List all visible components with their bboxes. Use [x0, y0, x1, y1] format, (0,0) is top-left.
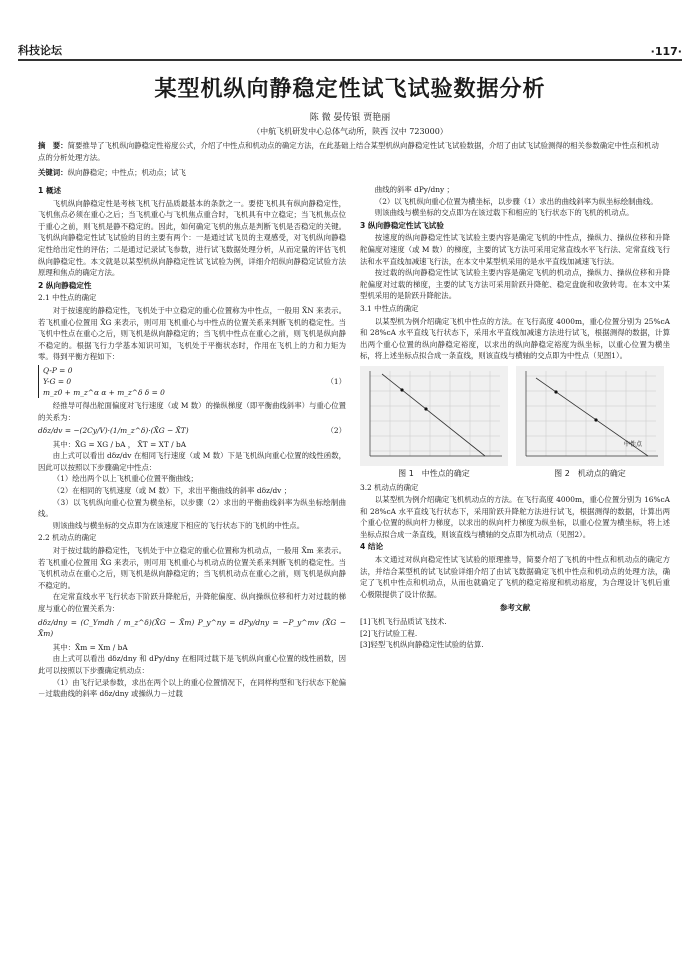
list-item: （2）以飞机纵向重心位置为横坐标，以步骤（1）求出的曲线斜率为纵坐标绘制曲线。	[374, 196, 658, 206]
figure-1-caption: 图 1 中性点的确定	[398, 468, 470, 478]
subsection-heading: 3.2 机动点的确定	[360, 482, 419, 492]
keywords-label: 关键词：	[38, 168, 68, 177]
figure-2-plot	[516, 366, 664, 466]
header-rule	[18, 59, 682, 61]
paragraph: 则该曲线与横坐标的交点即为在该过载下和相应的飞行状态下的飞机的机动点。	[374, 208, 634, 218]
paragraph: 对于按速度的静稳定性，飞机处于中立稳定的重心位置称为中性点，一般用 X̄N 来表示。若飞机重心位置用 X̄G 来表示，则可用飞机重心与中性点的位置关系来判断飞机的稳定性。当飞机中性点在重心之后，则飞机是纵向静稳定的；当飞机中性点在重心之前，则飞机是纵向静不稳定的。根据飞行力学基本知识可知，飞机处于平衡状态时，作用在飞机上的力和力矩为零。得到平衡方程如下：	[38, 305, 346, 362]
fit-line	[382, 374, 485, 456]
equation-line: m_z0 + m_z^α α + m_z^δ δ = 0	[43, 387, 165, 397]
equation-system	[38, 365, 165, 398]
keywords-text: 纵向静稳定；中性点；机动点；试飞	[67, 168, 186, 177]
data-point	[594, 418, 597, 421]
paragraph: 按过载的纵向静稳定性试飞试验主要内容是确定飞机的机动点，操纵力、操纵位移和升降舵偏度对过载的梯度，主要的试飞方法可采用阶跃升降舵、稳定盘旋和收敛转弯。在本文中某型机采用的是阶跃升降舵法。	[360, 268, 670, 301]
list-item: （1）由飞行记录参数，求出在两个以上的重心位置情况下，在同样构型和飞行状态下舵偏－过载曲线的斜率 dδz/dny 或操纵力－过载	[38, 677, 346, 699]
figure-1	[360, 366, 508, 480]
equation-line: Q-P = 0	[43, 365, 73, 375]
list-item: （3）以飞机纵向重心位置为横坐标，以步骤（2）求出的平衡曲线斜率为纵坐标绘制曲线。	[38, 497, 346, 519]
paragraph: 飞机纵向静稳定性是考核飞机飞行品质最基本的条款之一。要使飞机具有纵向静稳定性，飞机焦点必须在重心之后；当飞机重心与飞机焦点重合时，飞机具有中立稳定；当飞机焦点位于重心之前，则飞机是静不稳定的。因此，如何确定飞机的焦点是判断飞机是否稳定的关键。飞机纵向静稳定性试飞试验的目的主要有两个：一是通过试飞员的主观感受，对飞机纵向静稳定性给出定性的评估；二是通过记录试飞参数，进行试飞数据处理分析，从而定量的评估飞机纵向静稳定性。本文就是以某型机纵向静稳定性试飞试验为例，详细介绍纵向静稳定试验方法原理和焦点的确定方法。	[38, 198, 346, 278]
data-point	[424, 407, 427, 410]
figure-1-plot	[360, 366, 508, 466]
equation-number: （2）	[326, 426, 346, 436]
section-heading: 2 纵向静稳定性	[38, 280, 92, 290]
paragraph: 则该曲线与横坐标的交点即为在该速度下相应的飞行状态下的飞机的中性点。	[52, 520, 305, 530]
figure-2-label: 中性点	[624, 440, 643, 448]
equation-1	[38, 365, 346, 398]
abstract	[38, 140, 662, 164]
page-number: ·117·	[650, 45, 682, 58]
article-title: 某型机纵向静稳定性试飞试验数据分析	[154, 77, 546, 102]
left-column	[38, 184, 346, 700]
abstract-text: 简要推导了飞机纵向静稳定性裕度公式，介绍了中性点和机动点的确定方法，在此基础上结合某型机纵向静稳定性试飞试验数据，介绍了由试飞试验测得的相关参数确定中性点和机动点的分析处理方法。	[38, 141, 659, 162]
paragraph: 对于按过载的静稳定性，飞机处于中立稳定的重心位置称为机动点，一般用 X̄m 来表示。若飞机重心位置用 X̄G 来表示，则可用飞机重心与机动点的位置关系来判断飞机的稳定性。当飞机机动点在重心之后，则飞机是纵向静稳定的；当飞机机动点在重心之前，则飞机是纵向静不稳定的。	[38, 546, 346, 590]
paragraph: 经推导可得出舵面偏度对飞行速度（或 M 数）的操纵梯度（即平衡曲线斜率）与重心位置的关系为：	[38, 400, 346, 422]
data-point	[400, 388, 403, 391]
data-point	[554, 390, 557, 393]
paragraph: 本文通过对纵向稳定性试飞试验的原理推导，简要介绍了飞机的中性点和机动点的确定方法，并结合某型机的试飞试验详细介绍了由试飞数据确定飞机中性点和机动点的处理方法，确定了飞机中性点和机动点，从而也就确定了飞机的稳定裕度和机动裕度，为合理设计飞机后重心极限提供了设计依据。	[360, 555, 670, 599]
figure-2	[516, 366, 664, 480]
paragraph: 在定常直线水平飞行状态下阶跃升降舵后，升降舵偏度、纵向操纵位移和杆力对过载的梯度与重心的位置关系为：	[38, 592, 346, 613]
paragraph: 以某型机为例介绍确定飞机中性点的方法。在飞行高度 4000m，重心位置分别为 25%cA 和 28%cA 水平直线飞行状态下，采用水平直线加减速方法进行试飞，根据测得的数据，计算出两个重心位置的纵向静稳定裕度，以求出的纵向静稳定裕度为纵坐标，以重心位置为横坐标，将上述坐标点拟合成一条直线，则该直线与横轴的交点即为中性点（见图1）。	[360, 316, 670, 361]
reference-item: [3]轻型飞机纵向静稳定性试验的估算.	[360, 640, 484, 650]
equation-2	[38, 425, 346, 437]
subsection-heading: 2.1 中性点的确定	[38, 293, 97, 303]
paragraph: 由上式可以看出 dδz/dv 在相同飞行速度（或 M 数）下是飞机纵向重心位置的线性函数，因此可以按照以下步骤确定中性点：	[38, 451, 346, 472]
reference-item: [1]飞机飞行品质试飞技术.	[360, 617, 447, 627]
list-item: （1）绘出两个以上飞机重心位置平衡曲线；	[52, 474, 198, 484]
subsection-heading: 3.1 中性点的确定	[360, 303, 419, 313]
subsection-heading: 2.2 机动点的确定	[38, 533, 97, 543]
section-heading: 4 结论	[360, 542, 384, 552]
equation-body: dδz/dv = −(2Cy/V)·(1/m_z^δ)·(X̄G − X̄T)	[38, 426, 189, 436]
paragraph: 按速度的纵向静稳定性试飞试验主要内容是确定飞机的中性点，操纵力、操纵位移和升降舵偏度对速度（或 M 数）的梯度，主要的试飞方法可采用定常直线水平飞行法、定常直线飞行法和水平直线加减速飞行法，在本文中某型机采用的是水平直线加减速飞行法。	[360, 233, 670, 266]
section-heading: 3 纵向静稳定性试飞试验	[360, 220, 444, 230]
reference-item: [2]飞行试验工程.	[360, 628, 418, 638]
keywords	[38, 167, 662, 178]
journal-name: 科技论坛	[18, 44, 62, 57]
figures	[360, 366, 670, 480]
paragraph: 由上式可以看出 dδz/dny 和 dPy/dny 在相同过载下是飞机纵向重心位置的线性函数，因此可以按照以下步骤确定机动点：	[38, 654, 346, 675]
paragraph: 其中：X̄m = Xm / bA	[52, 642, 128, 652]
section-heading: 1 概述	[38, 186, 62, 195]
page-header	[18, 38, 682, 58]
equation-body: dδz/dny = (C_Ymdh / m_z^δ)(X̄G − X̄m) P_y^ny = dPy/dny = −P_y^mv (X̄G − X̄m)	[38, 617, 346, 639]
right-column	[360, 184, 670, 651]
equation-3	[38, 617, 346, 640]
abstract-label: 摘 要：	[38, 141, 68, 150]
figure-2-caption: 图 2 机动点的确定	[554, 468, 626, 478]
equation-number: （1）	[326, 376, 346, 386]
authors: 陈 微 晏传银 贾艳丽	[309, 113, 391, 123]
paragraph: 其中：X̄G = XG / bA ， X̄T = XT / bA	[52, 439, 187, 449]
equation-line: Y-G = 0	[43, 376, 72, 386]
list-item: （2）在相同的飞机速度（或 M 数）下，求出平衡曲线的斜率 dδz/dv ；	[52, 486, 292, 496]
affiliation: （中航飞机研发中心总体气动所，陕西 汉中 723000）	[252, 127, 448, 136]
references-title: 参考文献	[499, 603, 531, 613]
paragraph: 曲线的斜率 dPy/dny ；	[374, 185, 454, 194]
paragraph: 以某型机为例介绍确定飞机机动点的方法。在飞行高度 4000m，重心位置分别为 16%cA 和 28%cA 水平直线飞行状态下，采用阶跃升降舵方法进行试飞，根据测得的数据，计算出两个重心位置的纵向杆力梯度，以求出的纵向杆力梯度为纵坐标，以重心位置为横坐标，将上述坐标点拟合成一条直线，则该直线与横轴的交点即为机动点（见图2）。	[360, 495, 670, 539]
